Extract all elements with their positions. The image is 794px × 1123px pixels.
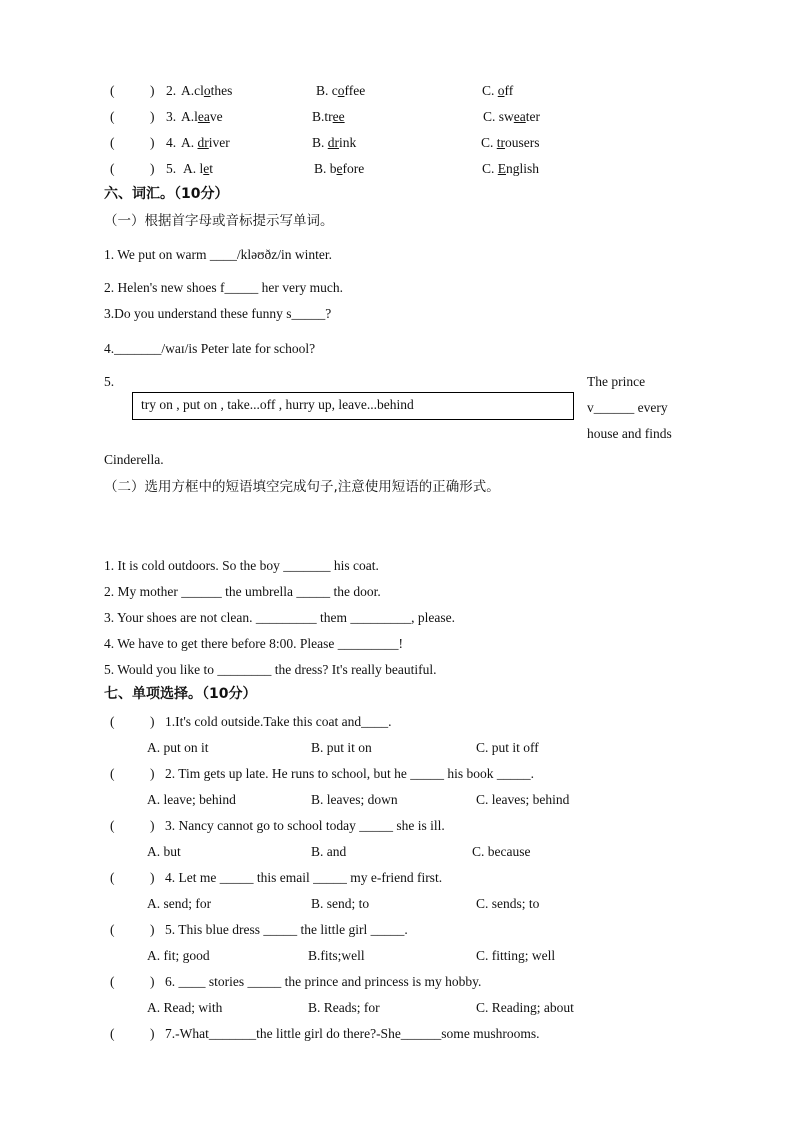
option-c: C. Reading; about [476,1000,574,1015]
vocab-question-1: 1. We put on warm ____/kləʊðz/in winter. [104,247,333,262]
option-c: C. leaves; behind [476,792,570,807]
option-a: A. leave; behind [147,792,236,807]
option-a: A. driver [181,135,230,150]
option-a: A. fit; good [147,948,210,963]
question-number: 2. [166,83,177,98]
option-a: A. put on it [147,740,209,755]
vocab-question-5-text-line3: house and finds [587,426,672,441]
answer-paren-open: ( [110,1026,115,1041]
option-c: C. trousers [481,135,540,150]
question-stem: 5. This blue dress _____ the little girl _____. [165,922,408,937]
question-stem: 3. Nancy cannot go to school today _____ she is ill. [165,818,445,833]
answer-paren-close: ) [150,83,155,98]
option-b: B. coffee [316,83,366,98]
answer-paren-close: ) [150,135,155,150]
option-b: B. and [311,844,347,859]
phrase-box [132,392,574,420]
answer-paren-close: ) [150,714,155,729]
answer-paren-open: ( [110,766,115,781]
phrase-question-1: 1. It is cold outdoors. So the boy _______ his coat. [104,558,379,573]
option-b: B. send; to [311,896,370,911]
answer-paren-open: ( [110,818,115,833]
phrase-question-2: 2. My mother ______ the umbrella _____ the door. [104,584,381,599]
answer-paren-close: ) [150,109,155,124]
answer-paren-open: ( [110,109,115,124]
answer-paren-open: ( [110,161,115,176]
phrase-question-5: 5. Would you like to ________ the dress? It's really beautiful. [104,662,437,677]
option-c: C. English [482,161,540,176]
vocab-question-5-text-line2: v______ every [587,400,668,415]
question-number: 3. [166,109,177,124]
section-6-part1-title: （一）根据首字母或音标提示写单词。 [104,213,334,229]
answer-paren-close: ) [150,818,155,833]
question-stem: 2. Tim gets up late. He runs to school, but he _____ his book _____. [165,766,534,781]
option-b: B. Reads; for [308,1000,380,1015]
vocab-question-5-text-line1: The prince [587,374,646,389]
phrase-question-3: 3. Your shoes are not clean. _________ them _________, please. [104,610,455,625]
question-number: 4. [166,135,177,150]
answer-paren-open: ( [110,135,115,150]
answer-paren-close: ) [150,974,155,989]
section-6-title: 六、词汇。（10分） [104,186,229,202]
answer-paren-open: ( [110,922,115,937]
phrase-box-text: try on , put on , take...off , hurry up, leave...behind [141,397,414,412]
option-c: C. put it off [476,740,539,755]
section-7-title: 七、单项选择。（10分） [104,686,257,702]
question-stem: 4. Let me _____ this email _____ my e-friend first. [165,870,443,885]
answer-paren-open: ( [110,83,115,98]
option-a: A. Read; with [147,1000,223,1015]
option-b: B. put it on [311,740,372,755]
answer-paren-open: ( [110,714,115,729]
answer-paren-close: ) [150,161,155,176]
answer-paren-close: ) [150,870,155,885]
option-c: C. off [482,83,514,98]
vocab-question-5-number: 5. [104,374,115,389]
question-stem: 7.-What_______the little girl do there?-She______some mushrooms. [165,1026,540,1041]
option-c: C. sweater [483,109,540,124]
answer-paren-open: ( [110,974,115,989]
option-b: B. before [314,161,365,176]
option-a: A. let [183,161,214,176]
vocab-question-2: 2. Helen's new shoes f_____ her very much. [104,280,343,295]
answer-paren-open: ( [110,870,115,885]
question-stem: 6. ____ stories _____ the prince and princess is my hobby. [165,974,482,989]
option-a: A.leave [181,109,223,124]
question-number: 5. [166,161,177,176]
option-a: A.clothes [181,83,233,98]
answer-paren-close: ) [150,1026,155,1041]
question-stem: 1.It's cold outside.Take this coat and____. [165,714,392,729]
option-c: C. because [472,844,531,859]
option-c: C. fitting; well [476,948,556,963]
vocab-question-3: 3.Do you understand these funny s_____? [104,306,332,321]
option-c: C. sends; to [476,896,540,911]
option-b: B. leaves; down [311,792,398,807]
vocab-question-4: 4._______/waɪ/is Peter late for school? [104,341,316,356]
option-b: B. drink [312,135,357,150]
answer-paren-close: ) [150,766,155,781]
option-a: A. send; for [147,896,212,911]
section-6-part2-title: （二）选用方框中的短语填空完成句子,注意使用短语的正确形式。 [104,479,500,495]
option-b: B.tree [312,109,345,124]
option-b: B.fits;well [308,948,365,963]
phrase-question-4: 4. We have to get there before 8:00. Please _________! [104,636,403,651]
vocab-question-5-text-tail: Cinderella. [104,452,164,467]
option-a: A. but [147,844,181,859]
answer-paren-close: ) [150,922,155,937]
